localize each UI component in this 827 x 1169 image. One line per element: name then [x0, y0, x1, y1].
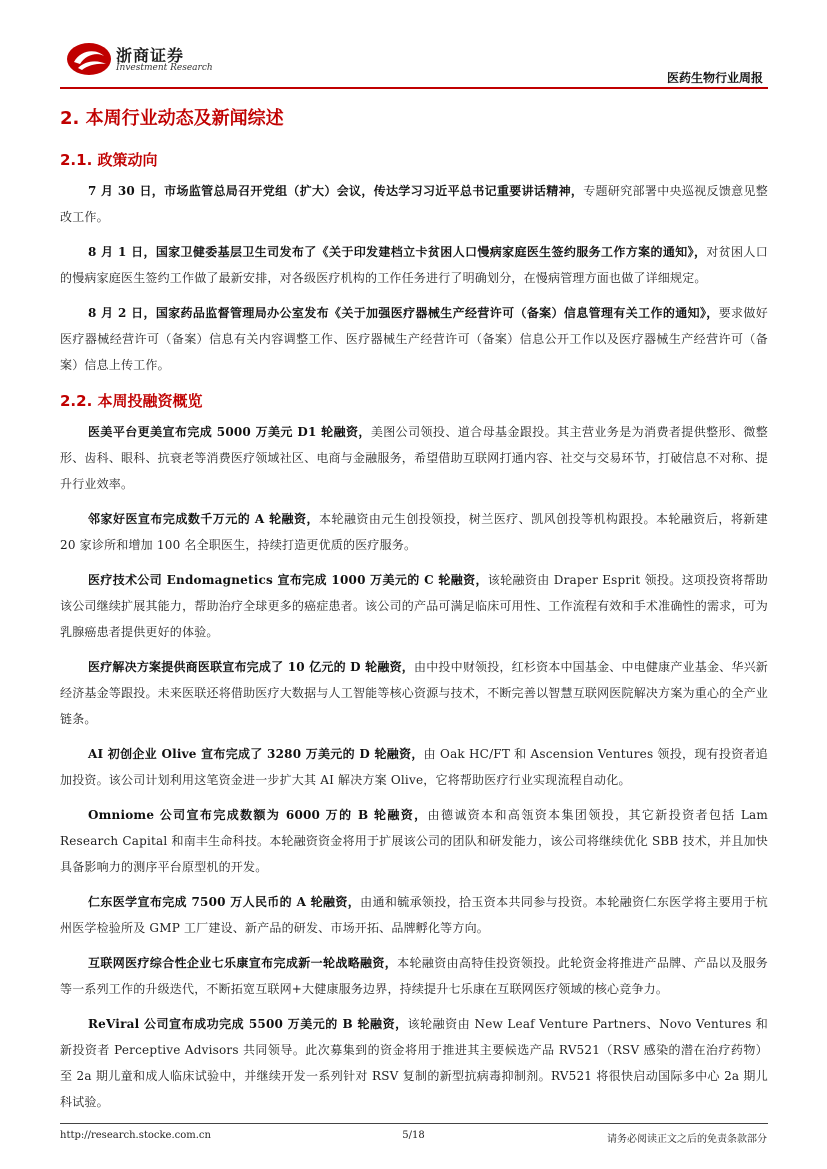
- policy-paragraph: [60, 178, 768, 230]
- paragraph-body: 专题研究部署中央巡视反馈意见整改工作。: [60, 184, 768, 224]
- paragraph-body: 由中投中财领投，红杉资本中国基金、中电健康产业基金、华兴新经济基金等跟投。未来医联还将借助医疗大数据与人工智能等核心资源与技术，不断完善以智慧互联网医院解决方案为重心的全产业链条。: [60, 660, 768, 726]
- paragraph-body: 由通和毓承领投，拾玉资本共同参与投资。本轮融资仁东医学将主要用于杭州医学检验所及 GMP 工厂建设、新产品的研发、市场开拓、品牌孵化等方向。: [60, 895, 769, 935]
- paragraph-body: 本轮融资由元生创投领投，树兰医疗、凯风创投等机构跟投。本轮融资后，将新建 20 家诊所和增加 100 名全职医生，持续打造更优质的医疗服务。: [60, 512, 768, 552]
- financing-paragraph: [60, 802, 768, 880]
- paragraph-lead: AI 初创企业 Olive 宣布完成了 3280 万美元的 D 轮融资，: [88, 747, 424, 761]
- financing-paragraph: [60, 654, 768, 732]
- footer-url[interactable]: http://research.stocke.com.cn: [60, 1130, 211, 1141]
- footer-disclaimer: 请务必阅读正文之后的免责条款部分: [607, 1134, 767, 1145]
- paragraph-lead: 医疗技术公司 Endomagnetics 宣布完成 1000 万美元的 C 轮融资，: [88, 573, 488, 587]
- paragraph-lead: 8 月 2 日，国家药品监督管理局办公室发布《关于加强医疗器械生产经营许可（备案）信息管理有关工作的通知》，: [88, 306, 719, 320]
- paragraph-body: 美图公司领投、道合母基金跟投。其主营业务是为消费者提供整形、微整形、齿科、眼科、抗衰老等消费医疗领域社区、电商与金融服务，希望借助互联网打通内容、社交与交易环节，打破信息不对称、提升行业效率。: [60, 425, 768, 491]
- policy-heading: 2.1. 政策动向: [60, 151, 158, 169]
- paragraph-lead: 仁东医学宣布完成 7500 万人民币的 A 轮融资，: [88, 895, 361, 909]
- paragraph-lead: 7 月 30 日，市场监管总局召开党组（扩大）会议，传达学习习近平总书记重要讲话精神，: [88, 184, 584, 198]
- report-type: 医药生物行业周报: [666, 71, 763, 85]
- financing-paragraph: [60, 567, 768, 645]
- paragraph-lead: 邻家好医宣布完成数千万元的 A 轮融资，: [88, 512, 319, 526]
- paragraph-body: 由德诚资本和高瓴资本集团领投，其它新投资者包括 Lam Research Capital 和南丰生命科技。本轮融资资金将用于扩展该公司的团队和研发能力，该公司将继续优化 SBB 技术，并且加快具备影响力的测序平台原型机的开发。: [60, 808, 768, 874]
- financing-paragraph: [60, 506, 768, 558]
- paragraph-lead: 医疗解决方案提供商医联宣布完成了 10 亿元的 D 轮融资，: [88, 660, 414, 674]
- paragraph-body: 该轮融资由 Draper Esprit 领投。这项投资将帮助该公司继续扩展其能力，帮助治疗全球更多的癌症患者。该公司的产品可满足临床可用性、工作流程有效和手术准确性的需求，可为乳腺癌患者提供更好的体验。: [60, 573, 768, 639]
- financing-paragraph: [60, 419, 768, 497]
- logo-text-en: Investment Research: [116, 63, 213, 73]
- paragraph-body: 该轮融资由 New Leaf Venture Partners、Novo Ventures 和新投资者 Perceptive Advisors 共同领导。此次募集到的资金将用于推进其主要候选产品 RV521（RSV 感染的潜在治疗药物）至 2a 期儿童和成人临床试验中，并继续开发一系列针对 RSV 复制的新型抗病毒抑制剂。RV521 将很快启动国际多中心 2a 期儿科试验。: [60, 1017, 768, 1109]
- financing-paragraph: [60, 1011, 768, 1115]
- paragraph-lead: 互联网医疗综合性企业七乐康宣布完成新一轮战略融资，: [88, 956, 398, 970]
- page-number: 5/18: [402, 1130, 425, 1141]
- financing-paragraph: [60, 741, 768, 793]
- section-title: 2. 本周行业动态及新闻综述: [60, 108, 284, 129]
- footer-divider: [60, 1123, 768, 1124]
- paragraph-lead: ReViral 公司宣布成功完成 5500 万美元的 B 轮融资，: [88, 1017, 408, 1031]
- policy-paragraph: [60, 300, 768, 378]
- logo-text-cn: 浙商证券: [116, 46, 185, 65]
- paragraph-body: 本轮融资由高特佳投资领投。此轮资金将推进产品牌、产品以及服务等一系列工作的升级迭代，不断拓宽互联网+大健康服务边界，持续提升七乐康在互联网医疗领域的核心竞争力。: [60, 956, 768, 996]
- paragraph-body: 对贫困人口的慢病家庭医生签约工作做了最新安排，对各级医疗机构的工作任务进行了明确划分，在慢病管理方面也做了详细规定。: [60, 245, 768, 285]
- main-content: [60, 104, 768, 1124]
- policy-paragraph: [60, 239, 768, 291]
- zheshang-logo-icon: [66, 42, 112, 76]
- paragraph-lead: Omniome 公司宣布完成数额为 6000 万的 B 轮融资，: [88, 808, 428, 822]
- paragraph-body: 由 Oak HC/FT 和 Ascension Ventures 领投，现有投资者追加投资。该公司计划利用这笔资金进一步扩大其 AI 解决方案 Olive，它将帮助医疗行业实现流程自动化。: [60, 747, 768, 787]
- financing-paragraph: [60, 889, 768, 941]
- paragraph-lead: 医美平台更美宣布完成 5000 万美元 D1 轮融资，: [88, 425, 371, 439]
- paragraph-body: 要求做好医疗器械经营许可（备案）信息有关内容调整工作、医疗器械生产经营许可（备案）信息公开工作以及医疗器械生产经营许可（备案）信息上传工作。: [60, 306, 768, 372]
- financing-paragraph: [60, 950, 768, 1002]
- header-divider: [60, 87, 768, 89]
- page-header: [0, 0, 827, 90]
- financing-heading: 2.2. 本周投融资概览: [60, 392, 203, 410]
- paragraph-lead: 8 月 1 日，国家卫健委基层卫生司发布了《关于印发建档立卡贫困人口慢病家庭医生签约服务工作方案的通知》，: [88, 245, 707, 259]
